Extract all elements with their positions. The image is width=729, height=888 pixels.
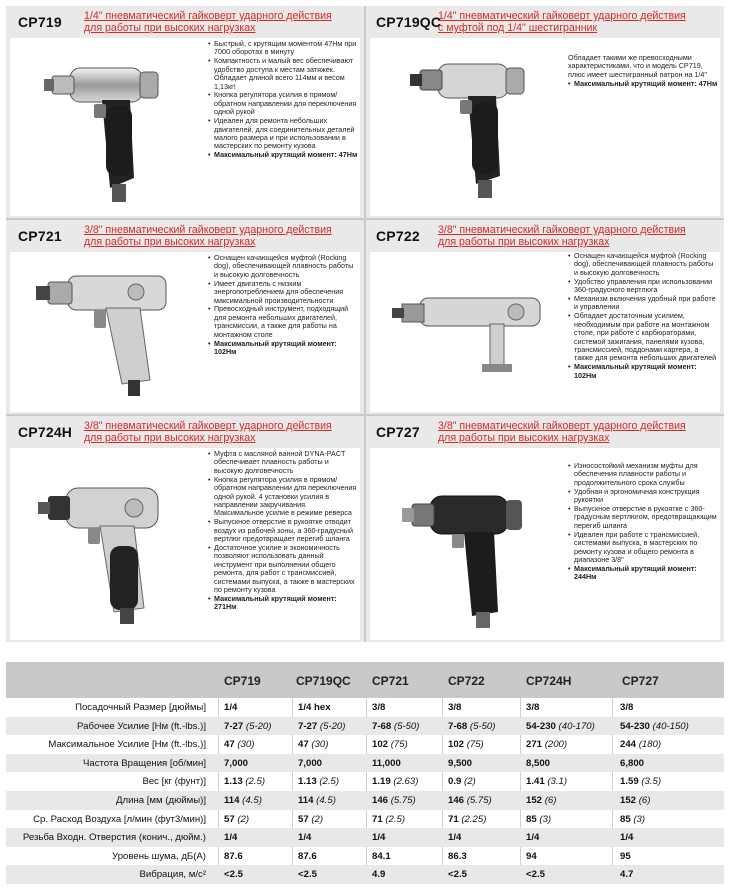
table-cell bbox=[620, 776, 661, 787]
panel-description bbox=[208, 254, 358, 357]
table-cell bbox=[298, 776, 339, 787]
cell-value: 11,000 bbox=[372, 757, 401, 769]
table-cell bbox=[372, 814, 405, 825]
panel-intro: Обладает такими же превосходными характеристиками, что и модель CP719, плюс имеет шестигранный патрон на 1/4" bbox=[568, 53, 707, 79]
title-line: для работы при высоких нагрузках bbox=[438, 236, 610, 248]
table-cell bbox=[620, 721, 689, 732]
table-cell bbox=[224, 758, 248, 769]
feature-item: • Кнопка регулятора усилия в прямом/обратном направлении для переключения одной рукой. 4 установки усилия в направлении закручивания. Максимальное усилие в режиме реверса bbox=[208, 476, 358, 518]
table-cell bbox=[448, 739, 484, 750]
table-cell bbox=[448, 851, 467, 862]
feature-item: • Кнопка регулятора усилия в прямом/обратном направлении для переключения одной рукой bbox=[208, 91, 358, 116]
cell-value: 1.19 bbox=[372, 776, 391, 788]
cell-imperial-value: (6) bbox=[544, 795, 557, 806]
table-cell bbox=[526, 702, 539, 713]
panel-title bbox=[438, 416, 686, 444]
cell-imperial-value: (2) bbox=[464, 776, 476, 788]
cell-value: 3/8 bbox=[372, 702, 386, 713]
cell-value: 114 bbox=[298, 795, 314, 806]
cell-value: 85 bbox=[620, 813, 631, 825]
feature-item: • Выпускное отверстие в рукоятке отводит воздух из рабочей зоны, а 360-градусный вертлюг предотвращает перегиб шланга bbox=[208, 518, 358, 543]
table-cell bbox=[526, 869, 545, 880]
cell-imperial-value: (5-50) bbox=[393, 720, 420, 732]
cell-value: 271 bbox=[526, 739, 543, 751]
cell-imperial-value: (3) bbox=[633, 813, 646, 825]
cell-value: 47 bbox=[224, 739, 235, 751]
panel-body bbox=[10, 38, 360, 216]
table-cell bbox=[298, 795, 336, 806]
feature-item: • Оснащен качающейся муфтой (Rocking dog), обеспечивающей плавность работы и высокую долговечность bbox=[208, 254, 358, 279]
cell-value: 3/8 bbox=[448, 702, 462, 713]
cell-imperial-value: (3.1) bbox=[547, 776, 568, 788]
cell-value: 1/4 bbox=[224, 702, 238, 713]
cell-value: 1.41 bbox=[526, 776, 545, 788]
panel-header bbox=[6, 220, 364, 250]
table-cell bbox=[620, 851, 631, 862]
table-cell bbox=[372, 869, 385, 880]
table-cell bbox=[298, 832, 311, 843]
feature-item: • Выпускное отверстие в рукоятке с 360- градусным вертлюгом, предотвращающим перегиб шланга bbox=[568, 505, 718, 530]
cell-value: 47 bbox=[298, 739, 309, 751]
table-cell bbox=[526, 795, 556, 806]
feature-item: • Оснащен качающейся муфтой (Rocking dog), обеспечивающей плавность работы и высокую долговечность bbox=[568, 252, 718, 277]
panel-body bbox=[10, 252, 360, 412]
cell-imperial-value: (40-170) bbox=[558, 720, 595, 732]
tool-photo-cp721 bbox=[10, 252, 208, 412]
model-name: CP719QC bbox=[376, 14, 442, 30]
panel-cp727 bbox=[366, 416, 724, 642]
cell-imperial-value: (2.5) bbox=[385, 813, 406, 825]
table-cell bbox=[372, 721, 419, 732]
cell-value: 7-68 bbox=[448, 720, 468, 732]
title-line: 3/8" пневматический гайковерт ударного действия bbox=[84, 420, 332, 432]
table-cell bbox=[526, 739, 567, 750]
column-header: CP719QC bbox=[296, 674, 351, 688]
spec-table bbox=[6, 662, 724, 884]
table-row bbox=[6, 828, 724, 847]
cell-imperial-value: (5-20) bbox=[245, 720, 272, 732]
feature-item: • Механизм включения удобный при работе и управлении bbox=[568, 295, 718, 312]
title-line: для работы при высоких нагрузках bbox=[438, 432, 610, 444]
row-label: Вибрация, м/с² bbox=[139, 869, 206, 881]
cell-imperial-value: (2.25) bbox=[461, 813, 487, 825]
cell-value: <2.5 bbox=[526, 869, 545, 881]
table-row bbox=[6, 772, 724, 791]
cell-imperial-value: (40-150) bbox=[652, 720, 689, 732]
table-cell bbox=[298, 851, 317, 862]
feature-item: • Имеет двигатель с низким энергопотреблением для обеспечения максимальной производительности bbox=[208, 280, 358, 305]
model-name: CP724H bbox=[18, 424, 73, 440]
cell-value: 4.9 bbox=[372, 869, 386, 881]
cell-value: 1/4 bbox=[526, 832, 540, 844]
cell-imperial-value: (6) bbox=[638, 795, 651, 806]
panel-title bbox=[84, 416, 332, 444]
feature-item: • Удобная и эргономичная конструкция рукоятки bbox=[568, 488, 718, 505]
table-cell bbox=[224, 814, 249, 825]
title-line: 3/8" пневматический гайковерт ударного действия bbox=[438, 224, 686, 236]
title-line: 1/4" пневматический гайковерт ударного действия bbox=[438, 10, 686, 22]
panel-header bbox=[366, 416, 724, 446]
table-cell bbox=[224, 721, 271, 732]
table-row bbox=[6, 810, 724, 829]
table-cell bbox=[526, 851, 537, 862]
table-row bbox=[6, 847, 724, 866]
cell-imperial-value: (2) bbox=[237, 813, 250, 825]
cell-imperial-value: (2.5) bbox=[319, 776, 340, 788]
panel-cp719qc bbox=[366, 6, 724, 218]
table-cell bbox=[448, 832, 461, 843]
table-cell bbox=[448, 721, 495, 732]
cell-imperial-value: (75) bbox=[466, 739, 484, 751]
table-cell bbox=[448, 869, 467, 880]
cell-value: 152 bbox=[526, 795, 543, 806]
panel-description bbox=[568, 54, 718, 89]
panel-description bbox=[208, 40, 358, 160]
cell-value: 114 bbox=[224, 795, 240, 806]
row-label: Ср. Расход Воздуха [л/мин (фут3/мин)] bbox=[33, 813, 206, 825]
title-line: с муфтой под 1/4" шестигранник bbox=[438, 22, 598, 34]
feature-item: • Удобство управления при использовании 360-градусного вертлюга bbox=[568, 278, 718, 295]
table-cell bbox=[620, 869, 633, 880]
table-cell bbox=[372, 776, 418, 787]
feature-item: • Компактность и малый вес обеспечивают удобство доступа к местам затяжек. Обладает длиной всего 114мм и весом 1,13кг! bbox=[208, 57, 358, 91]
table-cell bbox=[620, 702, 633, 713]
cell-value: 1/4 bbox=[448, 832, 462, 844]
cell-imperial-value: (2) bbox=[311, 813, 324, 825]
feature-item: • Обладает достаточным усилием, необходимым при работе на монтажном столе, при работе с карбюраторами, системой зажигания, панелями кузова, трансмиссией, поддонами картера, а также для ремонта небольших двигателей bbox=[568, 312, 718, 362]
cell-value: 95 bbox=[620, 850, 631, 862]
feature-item: • Износостойкий механизм муфты для обеспечения плавности работы и продолжительного срока службы bbox=[568, 462, 718, 487]
panel-body bbox=[370, 252, 720, 412]
table-cell bbox=[448, 776, 476, 787]
table-cell bbox=[298, 739, 328, 750]
panel-description bbox=[568, 462, 718, 582]
table-cell bbox=[224, 851, 243, 862]
table-cell bbox=[224, 832, 237, 843]
title-line: для работы при высоких нагрузках bbox=[84, 22, 256, 34]
cell-value: 7,000 bbox=[298, 757, 323, 769]
tool-photo-cp719qc bbox=[370, 38, 568, 216]
cell-imperial-value: (4.5) bbox=[316, 795, 336, 806]
table-cell bbox=[620, 814, 645, 825]
cell-value: 87.6 bbox=[298, 850, 317, 862]
cell-value: 57 bbox=[224, 813, 235, 825]
model-name: CP721 bbox=[18, 228, 62, 244]
table-row bbox=[6, 865, 724, 884]
cell-imperial-value: (30) bbox=[311, 739, 329, 751]
cell-value: 152 bbox=[620, 795, 637, 806]
cell-value: 86.3 bbox=[448, 850, 467, 862]
tool-photo-cp727 bbox=[370, 448, 568, 640]
panel-title bbox=[438, 220, 686, 248]
table-cell bbox=[224, 776, 265, 787]
max-torque: • Максимальный крутящий момент: 102Нм bbox=[208, 340, 358, 357]
title-line: для работы при высоких нагрузках bbox=[84, 432, 256, 444]
max-torque: • Максимальный крутящий момент: 244Нм bbox=[568, 565, 718, 582]
panel-body bbox=[10, 448, 360, 640]
table-cell bbox=[620, 832, 633, 843]
table-cell bbox=[526, 758, 550, 769]
cell-value: 7-27 bbox=[298, 720, 318, 732]
feature-item: • Муфта с масляной ванной DYNA-PACT обеспечивает плавность работы и высокую долговечность bbox=[208, 450, 358, 475]
cell-imperial-value: (5.75) bbox=[466, 795, 492, 806]
table-cell bbox=[298, 758, 322, 769]
product-grid bbox=[6, 6, 724, 642]
cell-value: 1/4 bbox=[224, 832, 238, 844]
cell-value: 1.59 bbox=[620, 776, 639, 788]
cell-value: 84.1 bbox=[372, 850, 391, 862]
cell-value: 57 bbox=[298, 813, 309, 825]
row-label: Максимальное Усилие [Нм (ft.-lbs.)] bbox=[48, 739, 206, 751]
feature-item: • Достаточное усилие и экономичность позволяют использовать данный инструмент при выполнении общего ремонта, для работ с трансмиссией, системами выпуска, а также в мастерских по ремонту кузова bbox=[208, 544, 358, 594]
cell-value: 3/8 bbox=[620, 702, 634, 713]
panel-title bbox=[84, 6, 332, 34]
table-row bbox=[6, 754, 724, 773]
cell-value: 9,500 bbox=[448, 757, 473, 769]
max-torque: • Максимальный крутящий момент: 271Нм bbox=[208, 595, 358, 612]
cell-imperial-value: (4.5) bbox=[242, 795, 262, 806]
tool-photo-cp724h bbox=[10, 448, 208, 640]
cell-value: 6,800 bbox=[620, 757, 645, 769]
model-name: CP727 bbox=[376, 424, 420, 440]
cell-value: 85 bbox=[526, 813, 537, 825]
table-cell bbox=[372, 702, 385, 713]
cell-value: 102 bbox=[372, 739, 389, 751]
table-cell bbox=[372, 739, 408, 750]
table-cell bbox=[372, 758, 401, 769]
column-header: CP724H bbox=[526, 674, 572, 688]
feature-item: • Превосходный инструмент, подходящий для ремонта небольших двигателей, трансмиссии, а также для работы на монтажном столе bbox=[208, 305, 358, 339]
column-header: CP722 bbox=[448, 674, 485, 688]
tool-photo-cp719 bbox=[10, 38, 208, 216]
panel-description bbox=[208, 450, 358, 612]
cell-value: 87.6 bbox=[224, 850, 243, 862]
panel-body bbox=[370, 448, 720, 640]
cell-value: 94 bbox=[526, 850, 537, 862]
cell-value: 7-27 bbox=[224, 720, 244, 732]
row-label: Длина [мм (дюймы)] bbox=[116, 795, 206, 806]
cell-imperial-value: (180) bbox=[638, 739, 662, 751]
column-header: CP727 bbox=[622, 674, 659, 688]
feature-item: • Идеален для ремонта небольших двигателей, для соединительных деталей малого размера и при использовании в мастерских по ремонту кузова bbox=[208, 117, 358, 151]
column-header: CP719 bbox=[224, 674, 261, 688]
table-cell bbox=[448, 758, 472, 769]
cell-value: 7,000 bbox=[224, 757, 249, 769]
cell-imperial-value: (5-50) bbox=[469, 720, 496, 732]
title-line: для работы при высоких нагрузках bbox=[84, 236, 256, 248]
panel-cp722 bbox=[366, 220, 724, 414]
table-cell bbox=[298, 702, 331, 713]
table-cell bbox=[526, 776, 567, 787]
panel-cp721 bbox=[6, 220, 364, 414]
cell-imperial-value: (75) bbox=[390, 739, 408, 751]
table-cell bbox=[224, 702, 237, 713]
title-line: 3/8" пневматический гайковерт ударного действия bbox=[438, 420, 686, 432]
cell-value: 71 bbox=[372, 813, 383, 825]
row-label: Частота Вращения [об/мин] bbox=[82, 757, 206, 769]
row-label: Вес [кг (фунт)] bbox=[142, 776, 206, 788]
cell-value: 1/4 bbox=[372, 832, 386, 844]
cell-imperial-value: (3.5) bbox=[641, 776, 662, 788]
cell-value: 1/4 bbox=[620, 832, 634, 844]
table-cell bbox=[224, 869, 243, 880]
cell-imperial-value: (200) bbox=[544, 739, 568, 751]
table-cell bbox=[448, 702, 461, 713]
table-cell bbox=[526, 721, 595, 732]
cell-value: 1.13 bbox=[224, 776, 243, 788]
cell-value: 1/4 hex bbox=[298, 702, 331, 713]
cell-value: 4.7 bbox=[620, 869, 634, 881]
table-cell bbox=[298, 869, 317, 880]
table-cell bbox=[224, 739, 254, 750]
table-cell bbox=[298, 721, 345, 732]
table-cell bbox=[372, 832, 385, 843]
panel-body bbox=[370, 38, 720, 216]
table-cell bbox=[372, 851, 391, 862]
cell-value: 1/4 bbox=[298, 832, 312, 844]
cell-value: 146 bbox=[448, 795, 465, 806]
table-cell bbox=[620, 795, 650, 806]
table-cell bbox=[224, 795, 262, 806]
cell-imperial-value: (5.75) bbox=[390, 795, 416, 806]
cell-value: 1.13 bbox=[298, 776, 317, 788]
table-cell bbox=[620, 758, 644, 769]
cell-value: <2.5 bbox=[448, 869, 467, 881]
cell-value: <2.5 bbox=[298, 869, 317, 881]
cell-value: 54-230 bbox=[526, 720, 556, 732]
panel-description bbox=[568, 252, 718, 381]
cell-value: 146 bbox=[372, 795, 389, 806]
cell-value: 244 bbox=[620, 739, 637, 751]
cell-value: 102 bbox=[448, 739, 465, 751]
row-label: Посадочный Размер [дюймы] bbox=[75, 702, 206, 713]
max-torque: • Максимальный крутящий момент: 47Нм bbox=[568, 80, 718, 88]
cell-value: <2.5 bbox=[224, 869, 243, 881]
cell-value: 71 bbox=[448, 813, 459, 825]
cell-value: 54-230 bbox=[620, 720, 650, 732]
max-torque: • Максимальный крутящий момент: 102Нм bbox=[568, 363, 718, 380]
tool-photo-cp722 bbox=[370, 252, 568, 412]
table-cell bbox=[448, 814, 486, 825]
cell-value: 7-68 bbox=[372, 720, 392, 732]
cell-imperial-value: (5-20) bbox=[319, 720, 346, 732]
table-row bbox=[6, 735, 724, 754]
row-label: Рабочее Усилие [Нм (ft.-lbs.)] bbox=[77, 720, 206, 732]
table-row bbox=[6, 698, 724, 717]
table-cell bbox=[620, 739, 661, 750]
table-cell bbox=[448, 795, 492, 806]
title-line: 1/4" пневматический гайковерт ударного действия bbox=[84, 10, 332, 22]
feature-item: • Быстрый, с крутящим моментом 47Нм при 7000 оборотах в минуту bbox=[208, 40, 358, 57]
panel-title bbox=[438, 6, 686, 34]
cell-value: 0.9 bbox=[448, 776, 462, 788]
column-header: CP721 bbox=[372, 674, 409, 688]
table-row bbox=[6, 717, 724, 736]
cell-imperial-value: (3) bbox=[539, 813, 552, 825]
cell-value: 8,500 bbox=[526, 757, 551, 769]
row-label: Уровень шума, дБ(А) bbox=[112, 850, 206, 862]
model-name: CP722 bbox=[376, 228, 420, 244]
row-label: Резьба Входн. Отверстия (конич., дюйм.) bbox=[22, 832, 206, 844]
panel-header bbox=[6, 6, 364, 36]
model-name: CP719 bbox=[18, 14, 62, 30]
cell-value: 3/8 bbox=[526, 702, 540, 713]
feature-item: • Идеален при работе с трансмиссией, системами выпуска, в мастерских по ремонту кузова и общего ремонта в диапазоне 3/8" bbox=[568, 531, 718, 565]
max-torque: • Максимальный крутящий момент: 47Нм bbox=[208, 151, 358, 159]
table-cell bbox=[526, 814, 551, 825]
panel-header bbox=[366, 6, 724, 36]
table-header bbox=[6, 662, 724, 698]
panel-cp724h bbox=[6, 416, 364, 642]
cell-imperial-value: (2.63) bbox=[393, 776, 419, 788]
table-cell bbox=[372, 795, 416, 806]
table-row bbox=[6, 791, 724, 810]
title-line: 3/8" пневматический гайковерт ударного действия bbox=[84, 224, 332, 236]
panel-header bbox=[6, 416, 364, 446]
cell-imperial-value: (2.5) bbox=[245, 776, 266, 788]
panel-title bbox=[84, 220, 332, 248]
panel-cp719 bbox=[6, 6, 364, 218]
panel-header bbox=[366, 220, 724, 250]
table-cell bbox=[526, 832, 539, 843]
table-cell bbox=[298, 814, 323, 825]
cell-imperial-value: (30) bbox=[237, 739, 255, 751]
